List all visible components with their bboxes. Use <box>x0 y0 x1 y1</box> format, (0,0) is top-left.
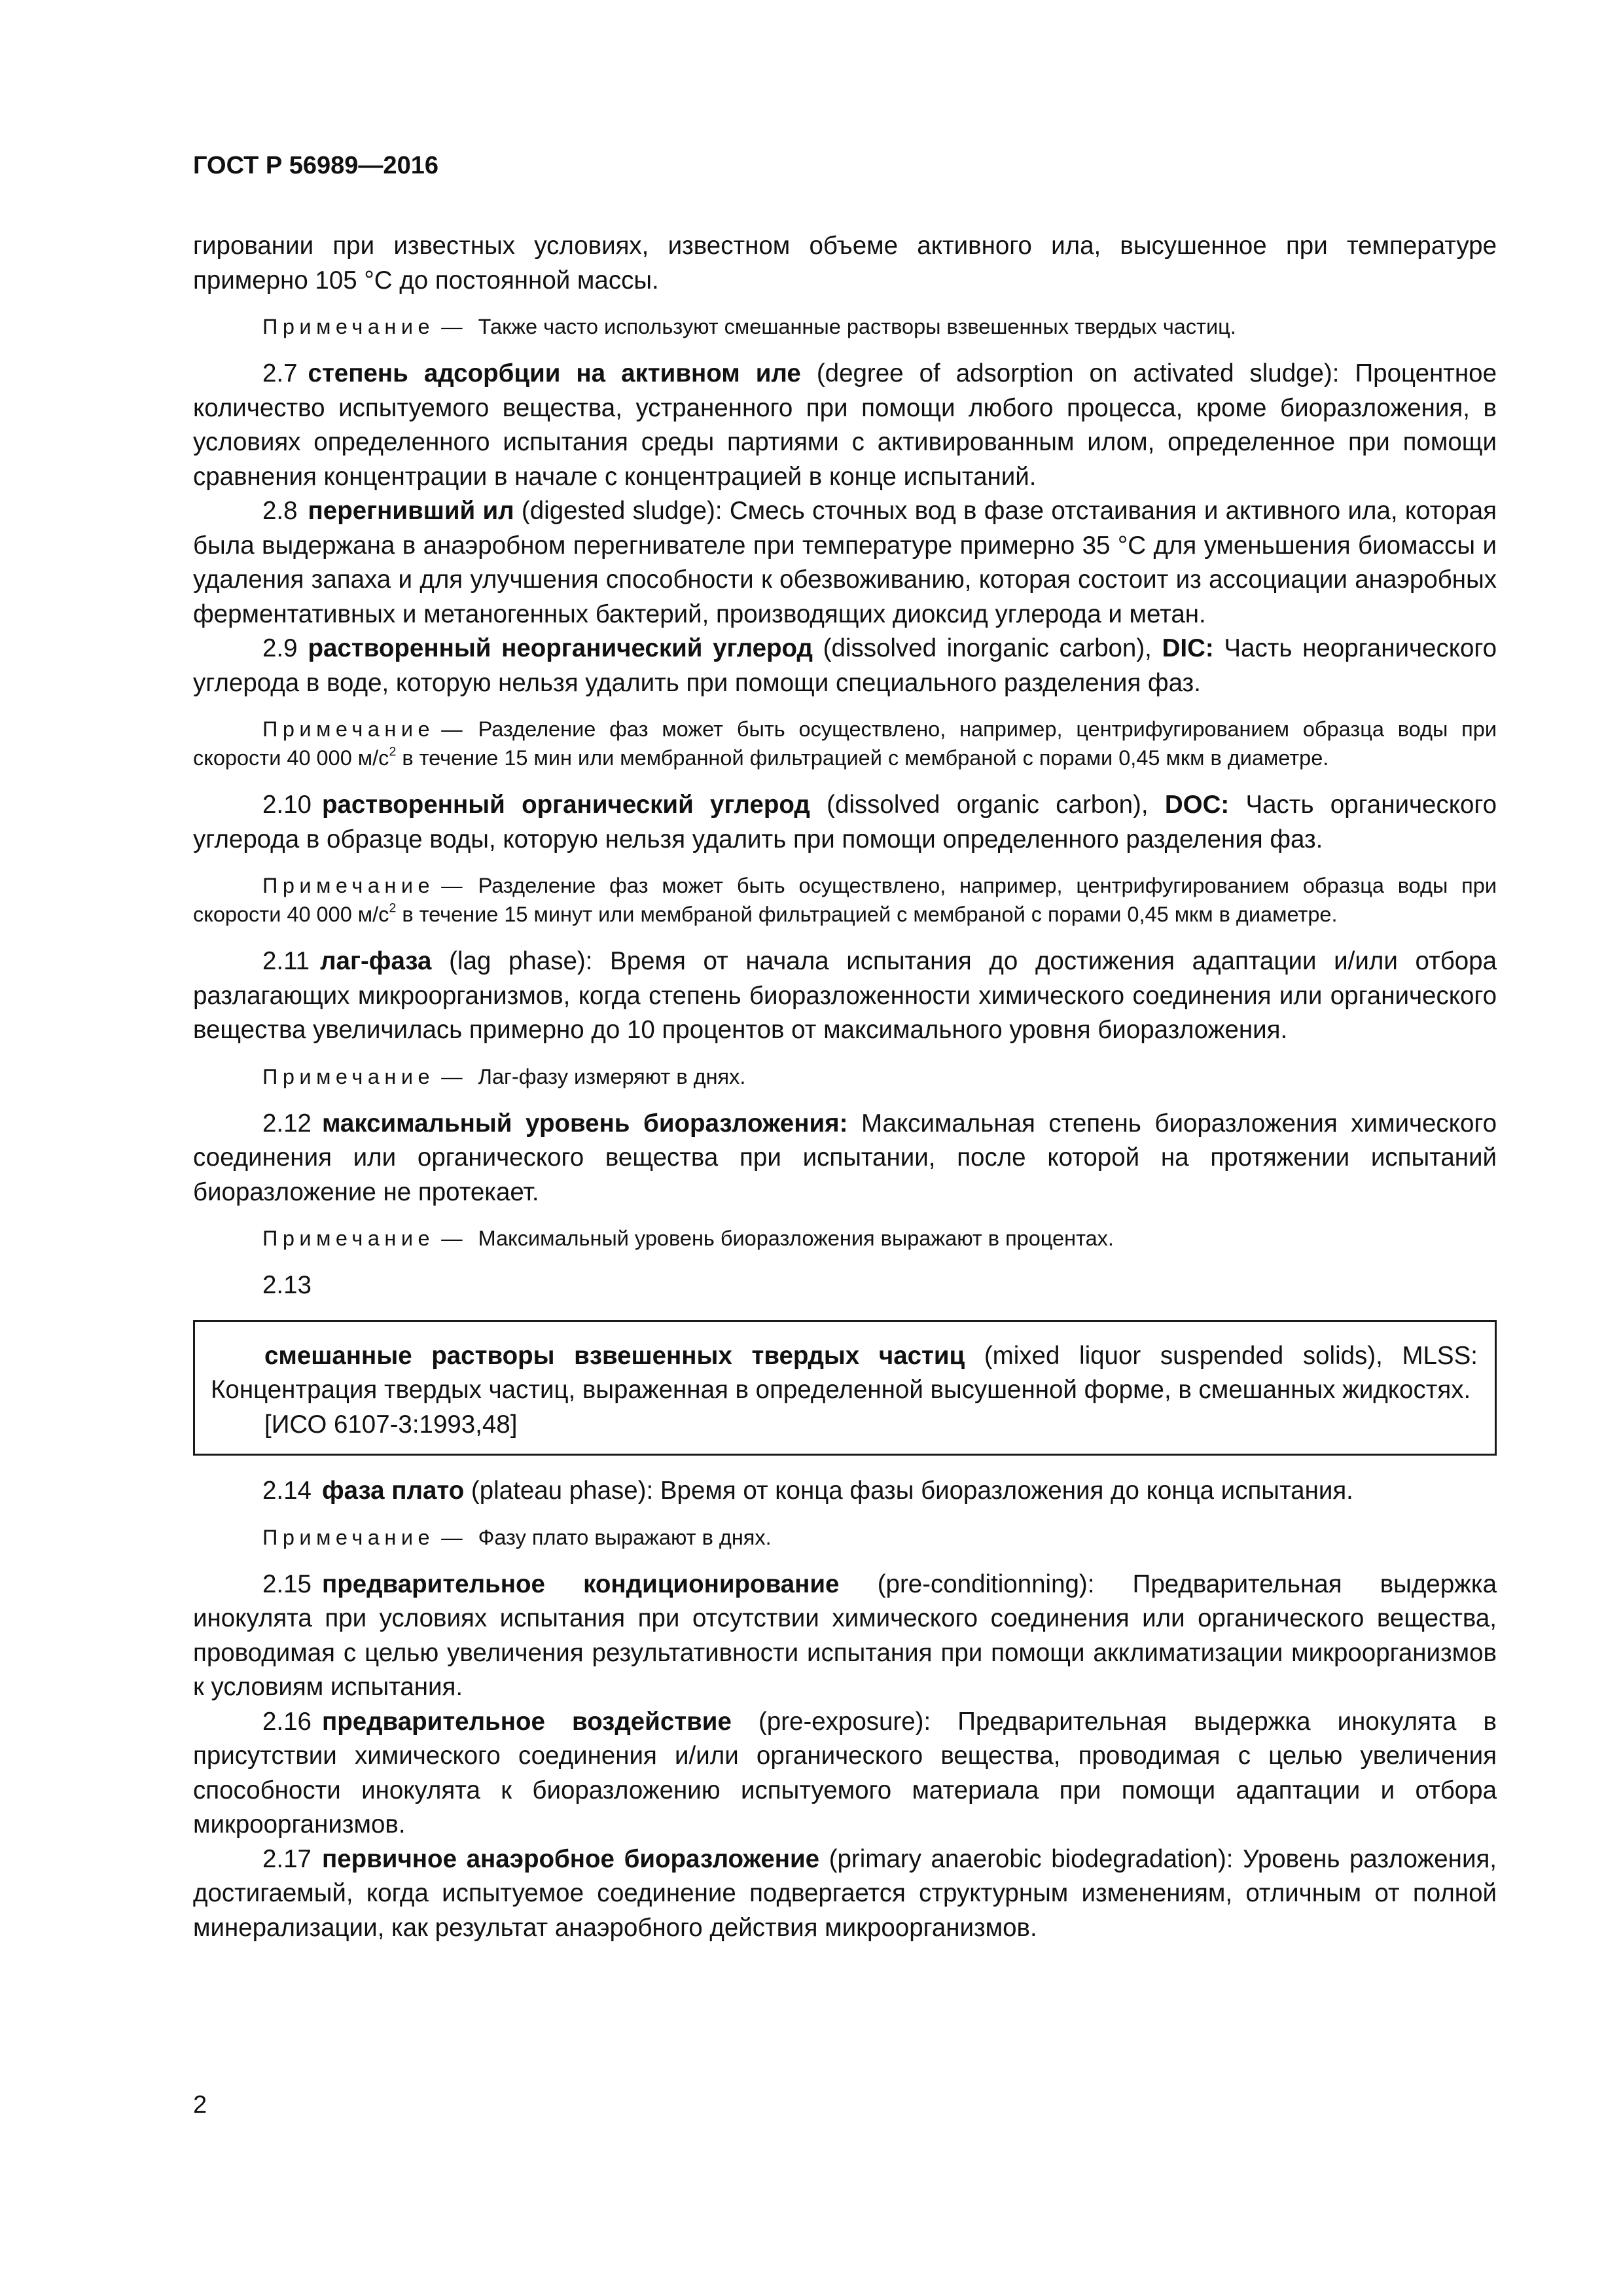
term-abbreviation: DOC: <box>1164 791 1230 819</box>
term-definition: Часть органического углерода в образце воды, которую нельзя удалить при помощи определенного разделения фаз. <box>193 791 1497 853</box>
term-number: 2.15 <box>262 1570 312 1598</box>
term-definition: Часть неорганического углерода в воде, которую нельзя удалить при помощи специального разделения фаз. <box>193 634 1497 697</box>
note-dash: — <box>441 1227 463 1250</box>
term-english: (dissolved organic carbon), <box>810 791 1165 819</box>
term-2-13-box <box>193 1320 1497 1456</box>
term-2-14 <box>193 1474 1497 1509</box>
term-title: растворенный органический углерод <box>321 791 810 819</box>
term-title: смешанные растворы взвешенных твердых частиц <box>264 1341 965 1370</box>
note-label: Примечание <box>262 874 435 897</box>
term-title: перегнивший ил <box>308 497 514 525</box>
term-title: предварительное воздействие <box>321 1707 732 1736</box>
term-2-8 <box>193 494 1497 632</box>
term-title: растворенный неорганический углерод <box>308 634 813 662</box>
document-page <box>193 149 1497 1945</box>
term-title: фаза плато <box>321 1477 465 1505</box>
note-label: Примечание <box>262 315 435 338</box>
term-title: максимальный уровень биоразложения: <box>321 1109 848 1138</box>
term-2-13 <box>211 1339 1478 1408</box>
note-mlss <box>193 312 1497 341</box>
note-2-11 <box>193 1062 1497 1091</box>
note-text-end: в течение 15 минут или мембраной фильтрацией с мембраной с порами 0,45 мкм в диаметре. <box>396 903 1338 926</box>
term-definition: (mixed liquor suspended solids), MLSS: Концентрация твердых частиц, выраженная в определенной высушенной форме, в смешанных жидкостях. <box>211 1341 1478 1404</box>
term-2-10 <box>193 788 1497 857</box>
term-number: 2.10 <box>262 791 312 819</box>
term-title: предварительное кондиционирование <box>321 1570 840 1598</box>
term-2-15 <box>193 1568 1497 1705</box>
note-text: Лаг-фазу измеряют в днях. <box>478 1064 746 1088</box>
note-text: Разделение фаз может быть осуществлено, например, центрифугированием образца воды при скорости 40 000 м/с <box>193 717 1497 770</box>
note-2-10 <box>193 871 1497 929</box>
term-number: 2.9 <box>262 634 298 662</box>
term-2-13-reference: [ИСО 6107-3:1993,48] <box>264 1410 518 1439</box>
note-2-12 <box>193 1224 1497 1253</box>
term-definition: (degree of adsorption on activated sludge): Процентное количество испытуемого вещества, устраненного при помощи любого процесса, кроме биоразложения, в условиях определенного испытания среды партиями с активированным илом, определенное при помощи сравнения концентрации в начале с концентрацией в конце испытаний. <box>193 359 1497 491</box>
note-dash: — <box>441 717 463 741</box>
term-definition: (primary anaerobic biodegradation): Уровень разложения, достигаемый, когда испытуемое соединение подвергается структурным изменениям, отличным от полной минерализации, как результат анаэробного действия микроорганизмов. <box>193 1844 1497 1942</box>
term-definition: (pre-exposure): Предварительная выдержка инокулята в присутствии химического соединения и/или органического вещества, проводимая с целью увеличения способности инокулята к биоразложению испытуемого материала при помощи адаптации и отбора микроорганизмов. <box>193 1707 1497 1839</box>
note-dash: — <box>441 1064 463 1088</box>
note-2-9 <box>193 715 1497 772</box>
term-english: (dissolved inorganic carbon), <box>812 634 1162 662</box>
note-text-end: в течение 15 мин или мембранной фильтрацией с мембраной с порами 0,45 мкм в диаметре. <box>396 746 1329 770</box>
note-superscript: 2 <box>389 744 397 759</box>
term-number: 2.17 <box>262 1844 312 1873</box>
term-definition: (plateau phase): Время от конца фазы биоразложения до конца испытания. <box>464 1477 1353 1505</box>
note-label: Примечание <box>262 717 435 741</box>
note-label: Примечание <box>262 1525 435 1549</box>
term-2-16 <box>193 1705 1497 1842</box>
term-title: первичное анаэробное биоразложение <box>321 1844 820 1873</box>
note-superscript: 2 <box>389 901 397 916</box>
term-number: 2.11 <box>262 947 310 975</box>
note-text: Фазу плато выражают в днях. <box>478 1525 772 1549</box>
term-number: 2.12 <box>262 1109 312 1138</box>
term-number: 2.8 <box>262 497 298 525</box>
term-abbreviation: DIC: <box>1162 634 1214 662</box>
term-definition: (pre-conditionning): Предварительная выдержка инокулята при условиях испытания при отсутствии химического соединения или органического вещества, проводимая с целью увеличения результативности испытания при помощи акклиматизации микроорганизмов к условиям испытания. <box>193 1570 1497 1701</box>
term-definition: Максимальная степень биоразложения химического соединения или органического вещества при испытании, после которой на протяжении испытаний биоразложение не протекает. <box>193 1109 1497 1206</box>
term-definition: (lag phase): Время от начала испытания до достижения адаптации и/или отбора разлагающих микроорганизмов, когда степень биоразложенности химического соединения или органического вещества увеличилась примерно до 10 процентов от максимального уровня биоразложения. <box>193 947 1497 1044</box>
note-2-14 <box>193 1523 1497 1552</box>
note-label: Примечание <box>262 1227 435 1250</box>
note-dash: — <box>441 315 463 338</box>
term-number: 2.14 <box>262 1477 312 1505</box>
term-2-11 <box>193 944 1497 1048</box>
term-2-12 <box>193 1107 1497 1210</box>
note-text: Максимальный уровень биоразложения выражают в процентах. <box>478 1227 1114 1250</box>
term-number: 2.16 <box>262 1707 312 1736</box>
term-2-7 <box>193 357 1497 494</box>
term-title: степень адсорбции на активном иле <box>308 359 801 387</box>
note-dash: — <box>441 874 463 897</box>
note-text: Также часто используют смешанные растворы взвешенных твердых частиц. <box>478 315 1236 338</box>
term-2-9 <box>193 632 1497 700</box>
intro-paragraph: гировании при известных условиях, известном объеме активного ила, высушенное при температуре примерно 105 °С до постоянной массы. <box>193 232 1497 295</box>
note-text: Разделение фаз может быть осуществлено, например, центрифугированием образца воды при скорости 40 000 м/с <box>193 874 1497 926</box>
term-2-13-number: 2.13 <box>262 1271 312 1299</box>
note-label: Примечание <box>262 1064 435 1088</box>
term-definition: (digested sludge): Смесь сточных вод в фазе отстаивания и активного ила, которая была выдержана в анаэробном перегнивателе при температуре примерно 35 °С для уменьшения биомассы и удаления запаха и для улучшения способности к обезвоживанию, которая состоит из ассоциации анаэробных ферментативных и метаногенных бактерий, производящих диоксид углерода и метан. <box>193 497 1497 628</box>
term-2-17 <box>193 1842 1497 1946</box>
note-dash: — <box>441 1525 463 1549</box>
document-header: ГОСТ Р 56989—2016 <box>193 152 438 179</box>
term-title: лаг-фаза <box>320 947 432 975</box>
page-number: 2 <box>193 2091 207 2119</box>
term-number: 2.7 <box>262 359 298 387</box>
